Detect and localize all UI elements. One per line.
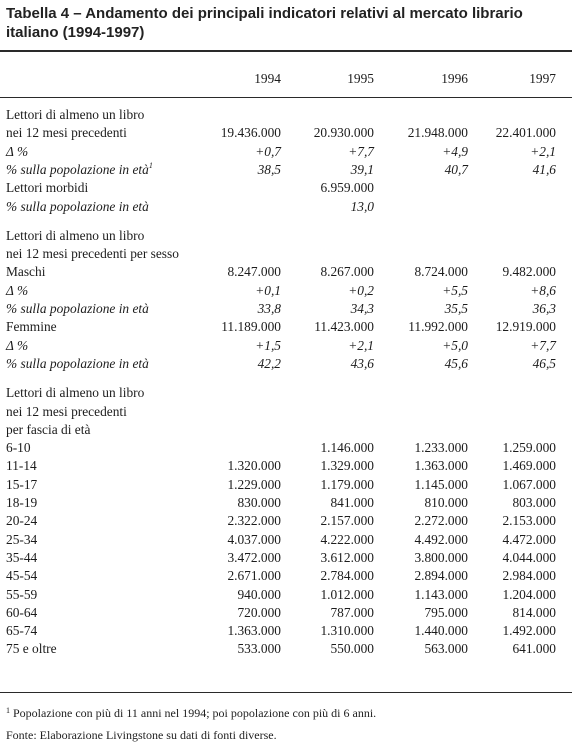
cell-value: +7,7 [348,144,374,159]
table-row [0,198,572,216]
table-row [0,282,572,300]
table-row [0,494,572,512]
cell-value: 46,5 [532,356,556,371]
row-label [6,403,127,421]
cell-value: 2.671.000 [227,568,281,583]
cell-value: 34,3 [350,301,374,316]
cell-value: 795.000 [424,605,468,620]
table-title: Tabella 4 – Andamento dei principali indicatori relativi al mercato librario italiano (1994-1997) [6,5,523,41]
year-header: 1997 [529,71,556,86]
cell-value: 43,6 [350,356,374,371]
cell-value: 2.153.000 [502,513,556,528]
cell-value: 2.157.000 [320,513,374,528]
row-label-text: 25-34 [6,532,38,547]
table-row [0,161,572,179]
row-label [6,494,37,512]
cell-value: +5,5 [442,283,468,298]
cell-value: 41,6 [532,162,556,177]
row-label [6,245,179,263]
row-label-text: Δ % [6,283,29,298]
table-row [0,245,572,263]
row-label-text: 75 e oltre [6,641,57,656]
table-row [0,531,572,549]
cell-value: 11.423.000 [314,319,374,334]
cell-value: +2,1 [348,338,374,353]
row-label [6,439,31,457]
row-label-text: % sulla popolazione in età [6,301,149,316]
footnote-marker: 1 [6,706,10,715]
footnote-text: Popolazione con più di 11 anni nel 1994; poi popolazione con più di 6 anni. [13,706,377,720]
table-row [0,143,572,161]
row-label-text: 35-44 [6,550,38,565]
cell-value: 2.322.000 [227,513,281,528]
table-row [0,457,572,475]
cell-value: 2.272.000 [414,513,468,528]
cell-value: 1.363.000 [227,623,281,638]
cell-value: 550.000 [330,641,374,656]
row-label [6,263,45,281]
row-label-text: nei 12 mesi precedenti per sesso [6,246,179,261]
table-row [0,227,572,245]
row-label [6,179,88,197]
table-row [0,549,572,567]
row-label-text: Maschi [6,264,46,279]
cell-value: 720.000 [237,605,281,620]
cell-value: +5,0 [442,338,468,353]
row-label [6,567,37,585]
row-label-text: 18-19 [6,495,38,510]
cell-value: 36,3 [532,301,556,316]
title-rule [0,50,572,52]
row-label [6,549,37,567]
row-label-text: nei 12 mesi precedenti [6,125,127,140]
row-label [6,476,37,494]
cell-value: 6.959.000 [320,180,374,195]
cell-value: 803.000 [512,495,556,510]
footnote [6,706,376,721]
row-label-text: % sulla popolazione in età [6,162,149,177]
table-row [0,384,572,402]
cell-value: 1.329.000 [320,458,374,473]
cell-value: 13,0 [350,199,374,214]
table-row [0,567,572,585]
row-label-text: % sulla popolazione in età [6,356,149,371]
table-row [0,640,572,658]
cell-value: 8.267.000 [320,264,374,279]
table-row [0,604,572,622]
table-row [0,124,572,142]
cell-value: 20.930.000 [313,125,374,140]
cell-value: 940.000 [237,587,281,602]
cell-value: 4.492.000 [414,532,468,547]
cell-value: 3.612.000 [320,550,374,565]
row-label-text: 60-64 [6,605,38,620]
cell-value: 11.189.000 [221,319,281,334]
row-label [6,604,37,622]
row-label-text: nei 12 mesi precedenti [6,404,127,419]
table-row [0,512,572,530]
cell-value: 1.012.000 [320,587,374,602]
row-label [6,622,37,640]
footnote-ref: 1 [148,161,153,170]
row-label [6,457,37,475]
table-row [0,179,572,197]
cell-value: 1.146.000 [320,440,374,455]
table-row [0,300,572,318]
source-text: Fonte: Elaborazione Livingstone su dati di fonti diverse. [6,728,277,742]
cell-value: +4,9 [442,144,468,159]
table-row [0,586,572,604]
cell-value: 45,6 [444,356,468,371]
cell-value: 4.472.000 [502,532,556,547]
cell-value: 39,1 [350,162,374,177]
cell-value: +0,2 [348,283,374,298]
row-label [6,421,90,439]
year-header: 1995 [347,71,374,86]
table-row [0,318,572,336]
cell-value: 810.000 [424,495,468,510]
row-label-text: Δ % [6,338,29,353]
row-label [6,512,37,530]
cell-value: 9.482.000 [502,264,556,279]
row-label-text: Lettori morbidi [6,180,89,195]
cell-value: 830.000 [237,495,281,510]
source-note [6,728,277,743]
cell-value: 1.320.000 [227,458,281,473]
cell-value: 787.000 [330,605,374,620]
cell-value: 1.233.000 [414,440,468,455]
cell-value: 4.222.000 [320,532,374,547]
row-label [6,106,144,124]
row-label-text: 55-59 [6,587,38,602]
row-label [6,586,37,604]
cell-value: 1.469.000 [502,458,556,473]
row-label [6,161,153,179]
cell-value: 1.204.000 [502,587,556,602]
cell-value: +0,1 [255,283,281,298]
cell-value: 2.894.000 [414,568,468,583]
header-rule [0,97,572,98]
cell-value: 1.143.000 [414,587,468,602]
row-label [6,355,149,373]
year-header: 1994 [254,71,281,86]
row-label [6,531,37,549]
cell-value: 1.259.000 [502,440,556,455]
cell-value: 814.000 [512,605,556,620]
cell-value: 12.919.000 [495,319,556,334]
table-row [0,337,572,355]
cell-value: +7,7 [530,338,556,353]
cell-value: 3.472.000 [227,550,281,565]
row-label [6,300,149,318]
row-label-text: Lettori di almeno un libro [6,385,145,400]
cell-value: 2.784.000 [320,568,374,583]
header-row [0,70,572,88]
table-row [0,263,572,281]
cell-value: 1.145.000 [414,477,468,492]
cell-value: 1.310.000 [320,623,374,638]
cell-value: 641.000 [512,641,556,656]
row-label-text: 65-74 [6,623,38,638]
table-row [0,355,572,373]
row-label [6,227,144,245]
row-label-text: 15-17 [6,477,38,492]
table-row [0,421,572,439]
cell-value: +0,7 [255,144,281,159]
cell-value: 21.948.000 [407,125,468,140]
cell-value: +8,6 [530,283,556,298]
cell-value: 3.800.000 [414,550,468,565]
row-label-text: 11-14 [6,458,37,473]
cell-value: 11.992.000 [408,319,468,334]
table-row [0,439,572,457]
cell-value: 19.436.000 [220,125,281,140]
row-label-text: per fascia di età [6,422,91,437]
row-label [6,143,28,161]
table-row [0,106,572,124]
cell-value: 8.247.000 [227,264,281,279]
cell-value: 1.440.000 [414,623,468,638]
cell-value: +2,1 [530,144,556,159]
cell-value: 35,5 [444,301,468,316]
bottom-rule [0,692,572,693]
cell-value: 1.492.000 [502,623,556,638]
cell-value: 2.984.000 [502,568,556,583]
cell-value: 38,5 [257,162,281,177]
table-row [0,476,572,494]
row-label-text: 6-10 [6,440,31,455]
cell-value: 22.401.000 [495,125,556,140]
row-label [6,384,144,402]
row-label [6,282,28,300]
row-label-text: 20-24 [6,513,38,528]
row-label-text: % sulla popolazione in età [6,199,149,214]
row-label-text: 45-54 [6,568,38,583]
row-label [6,318,57,336]
table-row [0,622,572,640]
cell-value: 4.044.000 [502,550,556,565]
cell-value: 33,8 [257,301,281,316]
cell-value: 563.000 [424,641,468,656]
cell-value: +1,5 [255,338,281,353]
row-label-text: Lettori di almeno un libro [6,228,145,243]
row-label-text: Lettori di almeno un libro [6,107,145,122]
row-label [6,640,57,658]
cell-value: 8.724.000 [414,264,468,279]
cell-value: 4.037.000 [227,532,281,547]
cell-value: 533.000 [237,641,281,656]
row-label [6,198,149,216]
row-label [6,124,127,142]
cell-value: 42,2 [257,356,281,371]
row-label-text: Δ % [6,144,29,159]
table-row [0,403,572,421]
cell-value: 841.000 [330,495,374,510]
cell-value: 40,7 [444,162,468,177]
cell-value: 1.067.000 [502,477,556,492]
cell-value: 1.229.000 [227,477,281,492]
year-header: 1996 [441,71,468,86]
cell-value: 1.363.000 [414,458,468,473]
row-label-text: Femmine [6,319,57,334]
cell-value: 1.179.000 [320,477,374,492]
row-label [6,337,28,355]
